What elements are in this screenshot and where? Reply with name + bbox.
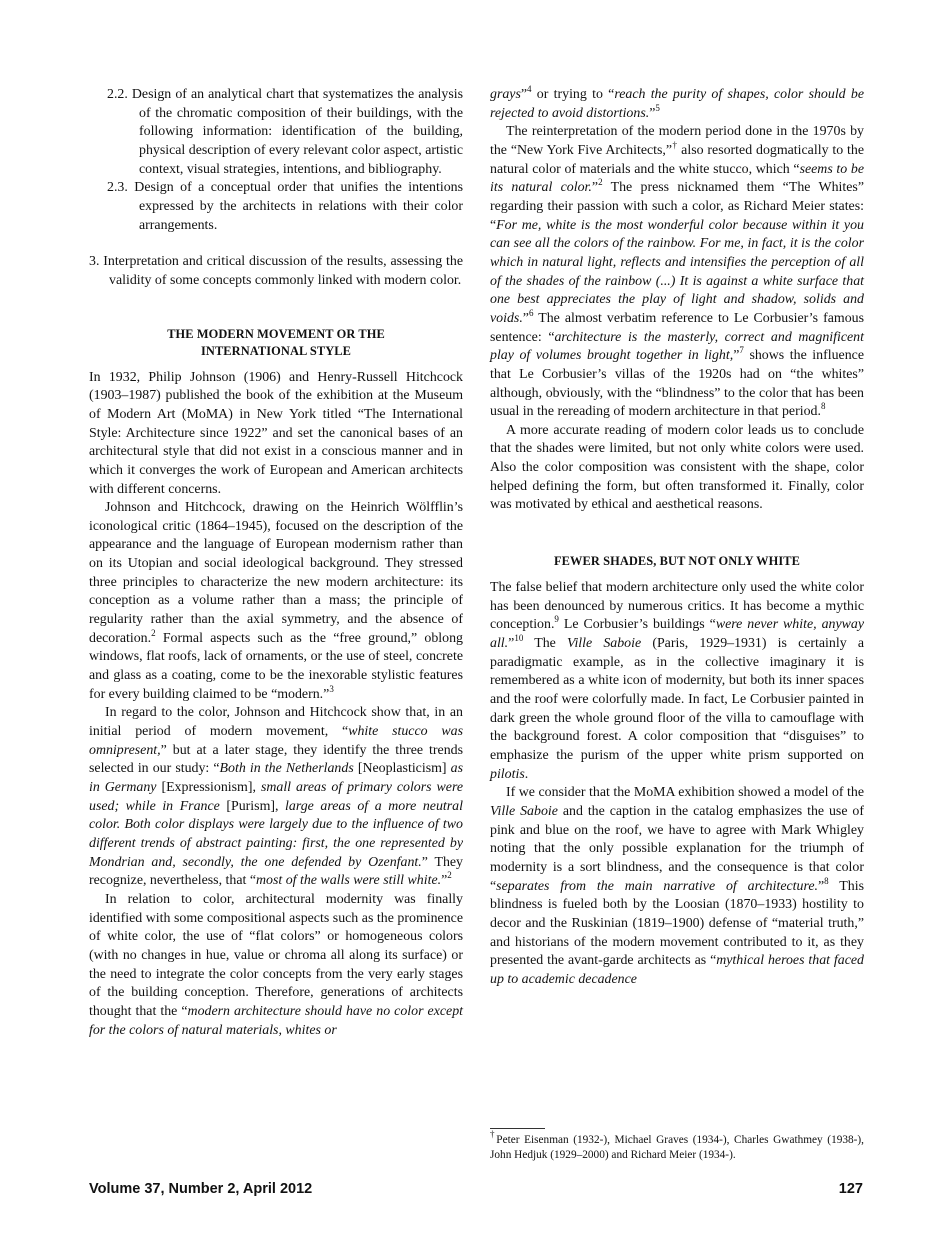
paragraph-1: In 1932, Philip Johnson (1906) and Henry-Russell Hitchcock (1903–1987) published the book of the exhibition at the Museum of Modern Art (MoMA) in New York titled “The International Style: Architecture since 1922” and set the canonical bases of an architectural style that did not exist in a conscious manner and in which it converges the work of European and American architects with different concerns. bbox=[89, 369, 463, 497]
paragraph-5: grays”$^4$ or trying to “reach the purity of shapes, color should be rejected to avoid distortions.”$^5$ bbox=[490, 84, 864, 121]
right-column bbox=[490, 86, 864, 990]
paragraph-3: In regard to the color, Johnson and Hitchcock show that, in an initial period of modern movement, “white stucco was omnipresent,” but at a later stage, they identify the three trends selected in our study: “Both in the Netherlands [Neoplasticism] as in Germany [Expressionism], small areas of primary colors were used; while in France [Purism], large areas of a more neutral color. Both color displays were largely due to the influence of two different trends of abstract painting: first, the one represented by Mondrian and, secondly, the one defended by Ozenfant.” They recognize, nevertheless, that “most of the walls were still white.”$^2$ bbox=[89, 705, 464, 889]
page-number: 127 bbox=[838, 1181, 863, 1197]
footnote bbox=[490, 1129, 865, 1163]
footnote-text: Peter Eisenman (1932-), Michael Graves (1934-), Charles Gwathmey (1938-), John Hedjuk (1929–2000) and Richard Meier (1934-). bbox=[490, 1134, 865, 1161]
paragraph-6: The reinterpretation of the modern period done in the 1970s by the “New York Five Architects,”† also resorted dogmatically to the natural color of materials and the white stucco, which “seems to be its natural color.”$^2$ The press nicknamed them “The Whites” regarding their passion with such a color, as Richard Meier states: “For me, white is the most wonderful color because within it you can see all the colors of the rainbow. For me, in fact, it is the color which in natural light, reflects and intensifies the perception of all of the shades of the rainbow (...) It is against a white surface that one best appreciates the play of light and shadow, solids and voids.”$^6$ The almost verbatim reference to Le Corbusier’s famous sentence: “architecture is the masterly, correct and magnificent play of volumes brought together in light,”$^7$ shows the influence that Le Corbusier’s villas of the 1920s had on “the whites” although, obviously, with the “blindness” to the color that has been usual in the rereading of modern architecture in that period.$^8$ bbox=[490, 124, 864, 420]
paragraph-2: Johnson and Hitchcock, drawing on the Heinrich Wölfflin’s iconological critic (1864–1945), focused on the description of the appearance and the language of European modernism rather than on its Utopian and social ideological background. They stressed three principles to characterize the new modern architecture: its conception as a volume rather than a mass; the principle of regularity rather than the axial symmetry, and the absence of decoration.$^2$ Formal aspects such as the “free ground,” oblong windows, flat roofs, lack of ornaments, or the use of steel, concrete and glass as a coating, come to be the inexorable stylistic features for every building claimed to be “modern.”$^3$ bbox=[89, 500, 463, 702]
footnote-mark: † bbox=[490, 1129, 497, 1139]
left-column bbox=[89, 86, 463, 1040]
list-item-2-3: 2.3. Design of a conceptual order that unifies the intentions expressed by the architects in relations with their color arrangements. bbox=[107, 180, 463, 233]
paragraph-7: A more accurate reading of modern color leads us to conclude that the shades were limited, but not only white colors were used. Also the color composition was consistent with the shape, color helped defining the form, but often transformed it. Finally, color was motivated by ethical and aesthetical reasons. bbox=[490, 422, 864, 513]
paragraph-8: The false belief that modern architecture only used the white color has been denounced by numerous critics. It has become a mythic conception.$^9$ Le Corbusier’s buildings “were never white, anyway all.”$^{10}$ The Ville Saboie (Paris, 1929–1931) is certainly a paradigmatic example, as in the collective imaginary it is remembered as a white icon of modernity, but both its inner spaces and the roof were colorfully made. In fact, Le Corbusier painted in dark green the whole ground floor of the villa to camouflage with the background forest. A color composition that “disguises” to emphasize the purism of the upper white prism supported on pilotis. bbox=[490, 580, 864, 782]
footnote-divider bbox=[490, 1128, 545, 1129]
paragraph-9: If we consider that the MoMA exhibition showed a model of the Ville Saboie and the caption in the catalog emphasizes the use of pink and blue on the roof, we have to agree with Mark Whigley noting that the only possible explanation for the triumph of modernity is a sort blindness, and the consequence is that color “separates from the main narrative of architecture.”$^8$ This blindness is fueled both by the Loosian (1870–1933) hostility to decor and the Ruskinian (1819–1900) defense of “material truth,” and historians of the modern movement contributed to it, as they presented the avant-garde architects as “mythical heroes that faced up to academic decadence bbox=[490, 785, 864, 987]
journal-issue: Volume 37, Number 2, April 2012 bbox=[89, 1181, 313, 1197]
section-heading-fewer-shades: FEWER SHADES, BUT NOT ONLY WHITE bbox=[553, 554, 801, 569]
list-item-2-2: 2.2. Design of an analytical chart that systematizes the analysis of the chromatic composition of their buildings, with the following information: identification of the building, physical description of every relevant color aspect, artistic context, visual strategies, intentions, and bibliography. bbox=[107, 87, 463, 177]
section-heading-modern-movement: THE MODERN MOVEMENT OR THE INTERNATIONAL STYLE bbox=[167, 326, 385, 358]
list-item-3: 3. Interpretation and critical discussion of the results, assessing the validity of some concepts commonly linked with modern color. bbox=[89, 254, 463, 288]
paragraph-4: In relation to color, architectural modernity was finally identified with some compositional aspects such as the prominence of white color, the use of “flat colors” or homogeneous colors (with no changes in hue, value or chroma all along its surface) or the need to integrate the color concepts from the very early stages of the building conception. Therefore, generations of architects thought that the “modern architecture should have no color except for the colors of natural materials, whites or bbox=[89, 891, 464, 1038]
